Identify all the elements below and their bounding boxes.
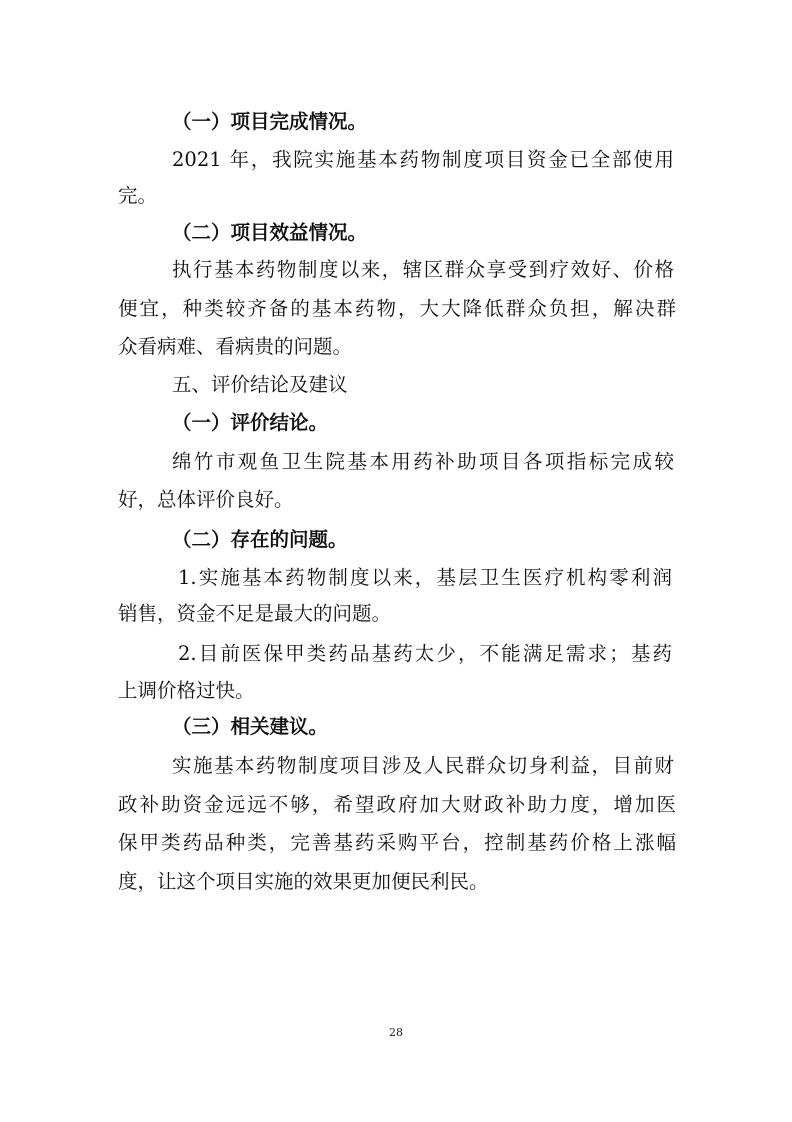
heading-project-completion: （一）项目完成情况。 — [172, 110, 368, 133]
paragraph-line: 度，让这个项目实施的效果更加便民利民。 — [118, 870, 489, 893]
paragraph-line: 好，总体评价良好。 — [118, 488, 294, 511]
heading-existing-problems: （二）存在的问题。 — [172, 528, 348, 551]
paragraph-line: 实施基本药物制度项目涉及人民群众切身利益，目前财 — [172, 754, 674, 777]
paragraph-line: 2021 年，我院实施基本药物制度项目资金已全部使用 — [172, 148, 674, 171]
paragraph-line: 众看病难、看病贵的问题。 — [118, 335, 353, 358]
paragraph-line: 完。 — [118, 184, 158, 207]
heading-evaluation-conclusion: （一）评价结论。 — [172, 411, 329, 434]
list-item-line: 1.实施基本药物制度以来，基层卫生医疗机构零利润 — [178, 566, 672, 589]
list-item-line: 销售，资金不足是最大的问题。 — [118, 602, 392, 625]
paragraph-line: 政补助资金远远不够，希望政府加大财政补助力度，增加医 — [118, 793, 676, 816]
paragraph-line: 执行基本药物制度以来，辖区群众享受到疗效好、价格 — [172, 258, 674, 281]
paragraph-line: 便宜，种类较齐备的基本药物，大大降低群众负担，解决群 — [118, 297, 676, 320]
page-number: 28 — [389, 1026, 403, 1039]
paragraph-line: 保甲类药品种类，完善基药采购平台，控制基药价格上涨幅 — [118, 831, 676, 854]
list-item-line: 2.目前医保甲类药品基药太少，不能满足需求；基药 — [178, 642, 672, 665]
paragraph-line: 绵竹市观鱼卫生院基本用药补助项目各项指标完成较 — [172, 450, 674, 473]
heading-suggestions: （三）相关建议。 — [172, 715, 329, 738]
section-title-evaluation: 五、评价结论及建议 — [172, 373, 348, 396]
heading-project-benefit: （二）项目效益情况。 — [172, 221, 368, 244]
list-item-line: 上调价格过快。 — [118, 679, 255, 702]
